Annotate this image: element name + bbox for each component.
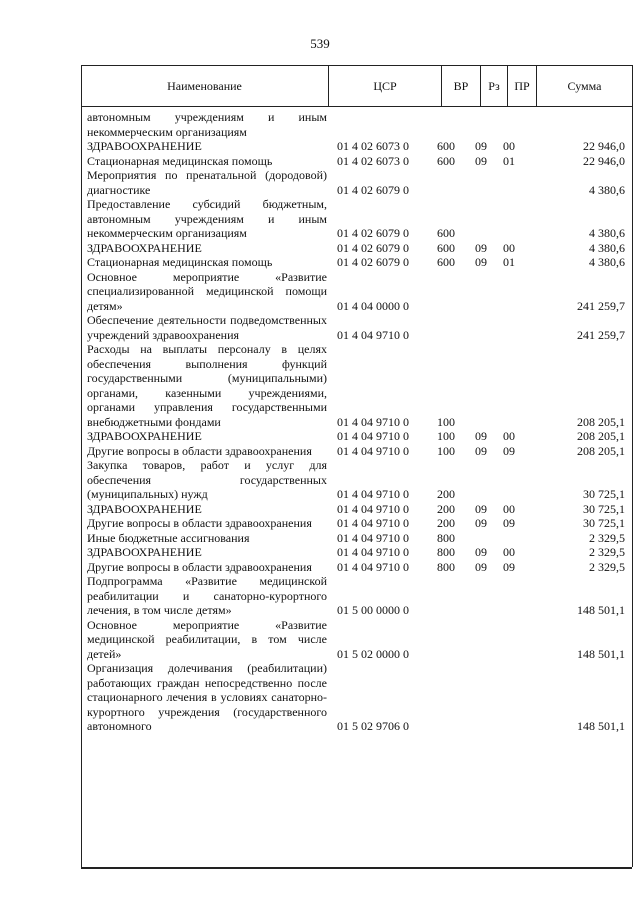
row-csr: 01 5 02 0000 0 <box>337 646 409 661</box>
row-pr: 00 <box>503 429 515 443</box>
table-row <box>87 255 625 270</box>
table-bottom-border <box>81 867 632 869</box>
table-row <box>87 545 625 560</box>
table-row <box>87 618 625 662</box>
row-csr: 01 4 04 9710 0 <box>337 559 409 574</box>
row-name: Закупка товаров, работ и услуг для обеспечения государственных (муниципальных) нужд <box>87 458 327 501</box>
table-row <box>87 241 625 256</box>
row-name: Стационарная медицинская помощь <box>87 153 273 168</box>
row-vr: 800 <box>437 545 455 559</box>
row-csr: 01 4 04 9710 0 <box>337 414 409 429</box>
table-row <box>87 531 625 546</box>
row-name: Организация долечивания (реабилитации) работающих граждан непосредственно после стационарного лечения в условиях санаторно-курортного учреждения (государственного автономного <box>87 661 327 733</box>
row-vr: 200 <box>437 487 455 501</box>
row-rz: 09 <box>475 139 487 153</box>
table-row <box>87 444 625 459</box>
row-rz: 09 <box>475 429 487 443</box>
row-vr: 800 <box>437 559 455 574</box>
row-name: Основное мероприятие «Развитие медицинской реабилитации, в том числе детей» <box>87 617 327 661</box>
row-pr: 01 <box>503 153 515 168</box>
row-csr: 01 5 02 9706 0 <box>337 719 409 733</box>
row-name: Расходы на выплаты персоналу в целях обеспечения выполнения функций государственными (муниципальными) органами, казенными учреждениями, органами управления государственными внебюджетными фондами <box>87 342 327 429</box>
row-name: Иные бюджетные ассигнования <box>87 530 250 545</box>
row-rz: 09 <box>475 153 487 168</box>
row-name: Предоставление субсидий бюджетным, автономным учреждениям и иным некоммерческим организациям <box>87 197 327 240</box>
table-row <box>87 516 625 531</box>
row-csr: 01 5 00 0000 0 <box>337 603 409 617</box>
row-rz: 09 <box>475 443 487 458</box>
row-rz: 09 <box>475 240 487 255</box>
row-name: ЗДРАВООХРАНЕНИЕ <box>87 501 202 516</box>
row-pr: 00 <box>503 501 515 516</box>
row-vr: 100 <box>437 414 455 429</box>
row-sum: 22 946,0 <box>583 139 625 153</box>
table-row <box>87 313 625 342</box>
row-name: ЗДРАВООХРАНЕНИЕ <box>87 429 202 443</box>
row-name: Основное мероприятие «Развитие специализированной медицинской помощи детям» <box>87 269 327 313</box>
row-rz: 09 <box>475 559 487 574</box>
row-csr: 01 4 04 0000 0 <box>337 298 409 313</box>
header-csr: ЦСР <box>329 66 442 106</box>
row-pr: 09 <box>503 443 515 458</box>
row-pr: 00 <box>503 139 515 153</box>
row-sum: 4 380,6 <box>589 240 625 255</box>
row-csr: 01 4 02 6079 0 <box>337 255 409 269</box>
table-row <box>87 197 625 241</box>
table-row <box>87 502 625 517</box>
row-csr: 01 4 02 6079 0 <box>337 182 409 197</box>
row-csr: 01 4 04 9710 0 <box>337 516 409 530</box>
table-row <box>87 574 625 618</box>
row-name: ЗДРАВООХРАНЕНИЕ <box>87 545 202 559</box>
row-sum: 241 259,7 <box>577 327 625 342</box>
row-csr: 01 4 02 6073 0 <box>337 139 409 153</box>
row-name: автономным учреждениям и иным некоммерческим организациям <box>87 110 327 139</box>
row-sum: 30 725,1 <box>583 501 625 516</box>
row-csr: 01 4 04 9710 0 <box>337 530 409 545</box>
row-csr: 01 4 02 6079 0 <box>337 226 409 240</box>
row-csr: 01 4 04 9710 0 <box>337 443 409 458</box>
row-csr: 01 4 02 6073 0 <box>337 153 409 168</box>
row-csr: 01 4 02 6079 0 <box>337 240 409 255</box>
row-sum: 2 329,5 <box>589 530 625 545</box>
row-csr: 01 4 04 9710 0 <box>337 501 409 516</box>
row-vr: 200 <box>437 516 455 530</box>
row-vr: 600 <box>437 240 455 255</box>
row-csr: 01 4 04 9710 0 <box>337 545 409 559</box>
row-csr: 01 4 04 9710 0 <box>337 487 409 501</box>
row-name: Другие вопросы в области здравоохранения <box>87 443 312 458</box>
table-row <box>87 139 625 154</box>
row-sum: 208 205,1 <box>577 429 625 443</box>
row-name: Стационарная медицинская помощь <box>87 255 273 269</box>
table-row <box>87 661 625 734</box>
table-row <box>87 110 625 139</box>
row-sum: 2 329,5 <box>589 545 625 559</box>
row-sum: 30 725,1 <box>583 487 625 501</box>
row-sum: 148 501,1 <box>577 646 625 661</box>
row-sum: 2 329,5 <box>589 559 625 574</box>
table-row <box>87 458 625 502</box>
table-row <box>87 168 625 197</box>
row-name: Мероприятия по пренатальной (дородовой) диагностике <box>87 168 327 197</box>
row-sum: 30 725,1 <box>583 516 625 530</box>
row-name: Другие вопросы в области здравоохранения <box>87 516 312 530</box>
row-vr: 600 <box>437 153 455 168</box>
row-pr: 00 <box>503 545 515 559</box>
row-vr: 600 <box>437 255 455 269</box>
row-pr: 00 <box>503 240 515 255</box>
row-vr: 600 <box>437 226 455 240</box>
table-body <box>87 110 625 734</box>
row-sum: 4 380,6 <box>589 226 625 240</box>
row-sum: 4 380,6 <box>589 255 625 269</box>
row-rz: 09 <box>475 545 487 559</box>
row-pr: 09 <box>503 516 515 530</box>
table-header <box>81 65 632 107</box>
row-vr: 800 <box>437 530 455 545</box>
table-row <box>87 154 625 169</box>
row-csr: 01 4 04 9710 0 <box>337 429 409 443</box>
row-pr: 01 <box>503 255 515 269</box>
header-rz: Рз <box>481 66 508 106</box>
row-sum: 208 205,1 <box>577 414 625 429</box>
row-name: Подпрограмма «Развитие медицинской реабилитации и санаторно-курортного лечения, в том числе детям» <box>87 574 327 617</box>
header-sum: Сумма <box>567 79 602 93</box>
row-vr: 200 <box>437 501 455 516</box>
table-row <box>87 342 625 429</box>
row-name: Другие вопросы в области здравоохранения <box>87 559 312 574</box>
header-vr: ВР <box>442 66 481 106</box>
row-vr: 100 <box>437 429 455 443</box>
row-sum: 208 205,1 <box>577 443 625 458</box>
header-name: Наименование <box>81 66 329 106</box>
row-csr: 01 4 04 9710 0 <box>337 327 409 342</box>
row-name: ЗДРАВООХРАНЕНИЕ <box>87 240 202 255</box>
row-sum: 148 501,1 <box>577 719 625 733</box>
row-sum: 241 259,7 <box>577 298 625 313</box>
table-row <box>87 270 625 314</box>
page-number: 539 <box>310 36 330 51</box>
row-name: ЗДРАВООХРАНЕНИЕ <box>87 139 202 153</box>
table-row <box>87 560 625 575</box>
row-vr: 100 <box>437 443 455 458</box>
row-pr: 09 <box>503 559 515 574</box>
row-rz: 09 <box>475 501 487 516</box>
row-rz: 09 <box>475 255 487 269</box>
row-sum: 4 380,6 <box>589 182 625 197</box>
row-sum: 22 946,0 <box>583 153 625 168</box>
row-sum: 148 501,1 <box>577 603 625 617</box>
table-row <box>87 429 625 444</box>
header-pr: ПР <box>508 66 537 106</box>
row-rz: 09 <box>475 516 487 530</box>
row-name: Обеспечение деятельности подведомственных учреждений здравоохранения <box>87 313 327 342</box>
row-vr: 600 <box>437 139 455 153</box>
